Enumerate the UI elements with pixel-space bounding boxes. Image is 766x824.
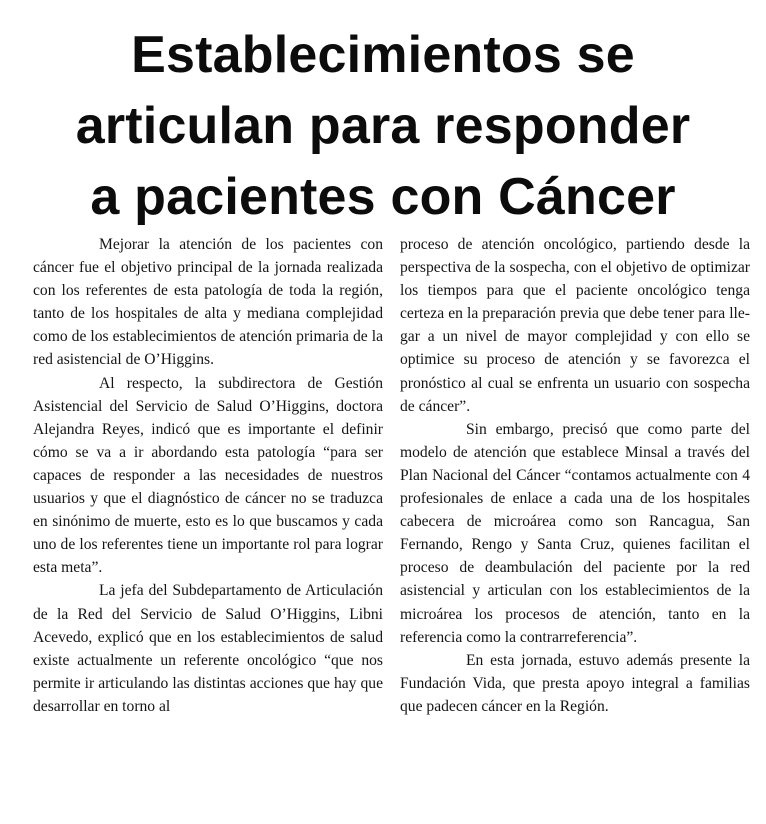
headline-line: Establecimientos se bbox=[131, 26, 635, 84]
headline-line: articulan para responder bbox=[75, 97, 691, 155]
body-paragraph: Al respecto, la subdirectora de Gestión Asistencial del Servicio de Salud O’Higgins, doctora Alejandra Reyes, indicó que es importante el definir cómo se va a ir abordando esta patología “para ser capaces de responder a las necesidades de nuestros usuarios y que el diagnóstico de cáncer no se traduzca en sinónimo de muerte, esto es lo que buscamos y cada uno de los referentes tiene un importante rol para lograr esta meta”. bbox=[33, 374, 383, 577]
body-paragraph: La jefa del Subdepartamento de Articulación de la Red del Servicio de Salud O’Higgins, Libni Acevedo, explicó que en los establecimientos de salud existe actualmente un referente oncológico “que nos permite ir articulando las distintas acciones que hay que desarrollar en torno al bbox=[33, 582, 383, 715]
headline-line: a pacientes con Cáncer bbox=[90, 168, 676, 226]
body-paragraph: En esta jornada, estuvo además presente la Fundación Vida, que presta apoyo integral a familias que padecen cáncer en la Región. bbox=[400, 651, 750, 715]
article-column-right bbox=[400, 233, 750, 718]
article-column-left bbox=[33, 233, 383, 718]
article-headline bbox=[0, 20, 766, 233]
body-paragraph: Mejorar la atención de los pacientes con cáncer fue el objetivo principal de la jornada realizada con los referentes de esta patología de toda la región, tanto de los hospitales de alta y mediana complejidad como de los establecimientos de atención primaria de la red asistencial de O’Higgins. bbox=[33, 236, 383, 369]
body-paragraph: Sin embargo, precisó que como parte del modelo de atención que establece Minsal a través del Plan Nacional del Cáncer “contamos actualmente con 4 profesionales de enlace a cada una de los hospitales cabecera de microárea como son Rancagua, San Fernando, Rengo y Santa Cruz, quienes facilitan el proceso de deambulación del paciente por la red asistencial y articulan con los establecimientos de la microárea los procesos de atención, tanto en la referencia como la contrarreferencia”. bbox=[400, 420, 750, 646]
body-paragraph-continued: proceso de atención oncológico, partiendo desde la perspectiva de la sospecha, con el objetivo de optimizar los tiempos para que el paciente oncológico tenga certeza en la preparación previa que debe tener para llegar a un nivel de mayor complejidad y con ello se optimice su proceso de atención y se favorezca el pronóstico al cual se enfrenta un usuario con sospecha de cáncer”. bbox=[400, 236, 750, 415]
